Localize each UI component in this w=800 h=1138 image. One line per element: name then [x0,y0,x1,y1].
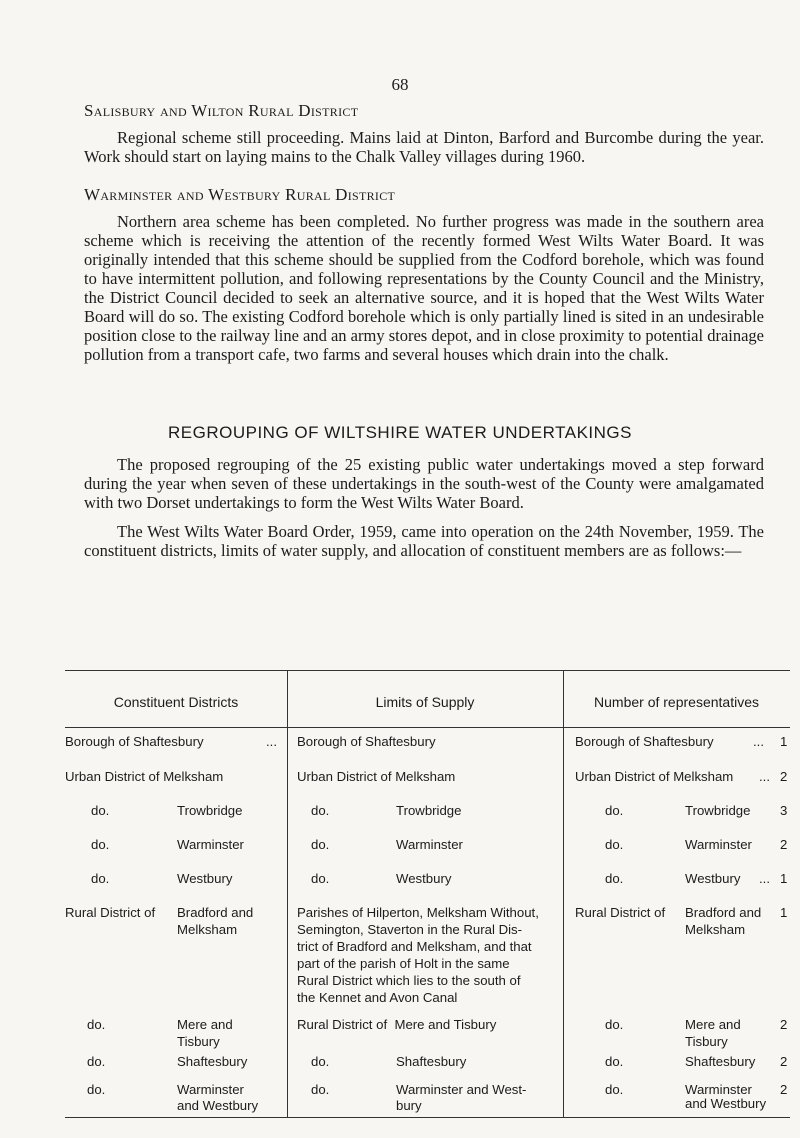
table-cell: Rural District of [65,905,156,920]
table-cell: do. [91,837,110,852]
table-cell: Trowbridge [396,803,462,818]
table-bottom-rule [65,1117,790,1118]
table-cell: 3 [780,803,788,818]
table-cell: ... [266,734,277,749]
section-title-warminster: Warminster and Westbury Rural District [84,185,396,204]
table-cell: Rural District which lies to the south of [297,973,521,988]
table-cell: do. [311,837,330,852]
table-header-rule [65,727,790,728]
table-cell: Warminster [396,837,463,852]
table-cell: 2 [780,837,788,852]
table-cell: 1 [780,905,788,920]
table-cell: ... [759,871,770,886]
heading-regrouping: REGROUPING OF WILTSHIRE WATER UNDERTAKINGS [168,423,632,442]
table-cell: Tisbury [177,1034,220,1049]
table-cell: do. [311,1082,330,1097]
table-cell: 1 [780,734,788,749]
table-cell: Parishes of Hilperton, Melksham Without, [297,905,539,920]
table-cell: Westbury [177,871,233,886]
table-cell: do. [605,1082,624,1097]
table-cell: Bradford and [685,905,762,920]
table-cell: Warminster [177,1082,244,1097]
section-title-salisbury: Salisbury and Wilton Rural District [84,101,359,120]
table-cell: do. [91,803,110,818]
table-cell: part of the parish of Holt in the same [297,956,510,971]
table-cell: do. [87,1017,106,1032]
table-cell: 2 [780,1017,788,1032]
table-cell: do. [605,871,624,886]
table-cell: Warminster [685,837,752,852]
table-top-rule [65,670,790,671]
page-number: 68 [391,75,409,94]
table-cell: do. [605,837,624,852]
header-limits-of-supply: Limits of Supply [375,694,475,710]
table-cell: Borough of Shaftesbury [575,734,714,749]
paragraph-order-1959: The West Wilts Water Board Order, 1959, came into operation on the 24th November, 1959. The constituent districts, limits of water supply, and allocation of constituent members are as follows:— [84,522,764,560]
table-cell: Bradford and [177,905,254,920]
table-cell: Warminster [177,837,244,852]
table-cell: do. [311,871,330,886]
table-cell: Semington, Staverton in the Rural Dis- [297,922,523,937]
table-cell: do. [605,1017,624,1032]
table-cell: Tisbury [685,1034,728,1049]
header-number-of-representatives: Number of representatives [594,694,759,710]
table-cell: Rural District of [575,905,666,920]
table-cell: do. [605,1054,624,1069]
table-cell: the Kennet and Avon Canal [297,990,458,1005]
table-cell: Shaftesbury [685,1054,756,1069]
table-cell: 1 [780,871,788,886]
table-cell: trict of Bradford and Melksham, and that [297,939,532,954]
table-cell: 2 [780,1054,788,1069]
table-cell: Rural District of Mere and Tisbury [297,1017,497,1032]
constituent-table [65,670,790,1118]
table-cell: bury [396,1098,422,1113]
table-cell: Trowbridge [685,803,751,818]
table-cell: Borough of Shaftesbury [65,734,204,749]
table-cell: ... [759,769,770,784]
table-column-rule [563,670,564,1118]
table-cell: Shaftesbury [177,1054,248,1069]
section-text-salisbury: Regional scheme still proceeding. Mains laid at Dinton, Barford and Burcombe during the year. Work should start on laying mains to the Chalk Valley villages during 1960. [84,128,764,166]
table-cell: Mere and [177,1017,233,1032]
table-cell: do. [87,1082,106,1097]
table-cell: 2 [780,1082,788,1097]
table-cell: Mere and [685,1017,741,1032]
table-cell: Warminster [685,1082,752,1097]
table-cell: Melksham [177,922,238,937]
table-cell: do. [311,803,330,818]
table-cell: do. [87,1054,106,1069]
table-cell: Westbury [396,871,452,886]
table-cell: Melksham [685,922,746,937]
table-cell: 2 [780,769,788,784]
table-cell: do. [605,803,624,818]
table-cell: ... [753,734,764,749]
table-cell: Urban District of Melksham [575,769,734,784]
paragraph-proposed-regrouping: The proposed regrouping of the 25 existing public water undertakings moved a step forward during the year when seven of these undertakings in the south-west of the County were amalgamated with two Dorset undertakings to form the West Wilts Water Board. [84,455,764,512]
table-cell: Urban District of Melksham [297,769,456,784]
table-cell: Warminster and West- [396,1082,527,1097]
table-cell: Urban District of Melksham [65,769,224,784]
header-constituent-districts: Constituent Districts [113,694,239,710]
table-cell: Trowbridge [177,803,243,818]
table-column-rule [287,670,288,1118]
table-cell: Westbury [685,871,741,886]
table-cell: Borough of Shaftesbury [297,734,436,749]
table-cell: Shaftesbury [396,1054,467,1069]
section-text-warminster: Northern area scheme has been completed. No further progress was made in the southern area scheme which is receiving the attention of the recently formed West Wilts Water Board. It was originally intended that this scheme should be supplied from the Codford borehole, which was found to have intermittent pollution, and following representations by the County Council and the Ministry, the District Council decided to seek an alternative source, and it is hoped that the West Wilts Water Board will do so. The existing Codford borehole which is only partially lined is sited in an undesirable position close to the railway line and an army stores depot, and in close proximity to potential drainage pollution from a transport cafe, two farms and several houses which drain into the chalk. [84,212,764,364]
table-cell: do. [311,1054,330,1069]
table-cell: and Westbury [685,1096,767,1111]
table-cell: and Westbury [177,1098,259,1113]
table-cell: do. [91,871,110,886]
